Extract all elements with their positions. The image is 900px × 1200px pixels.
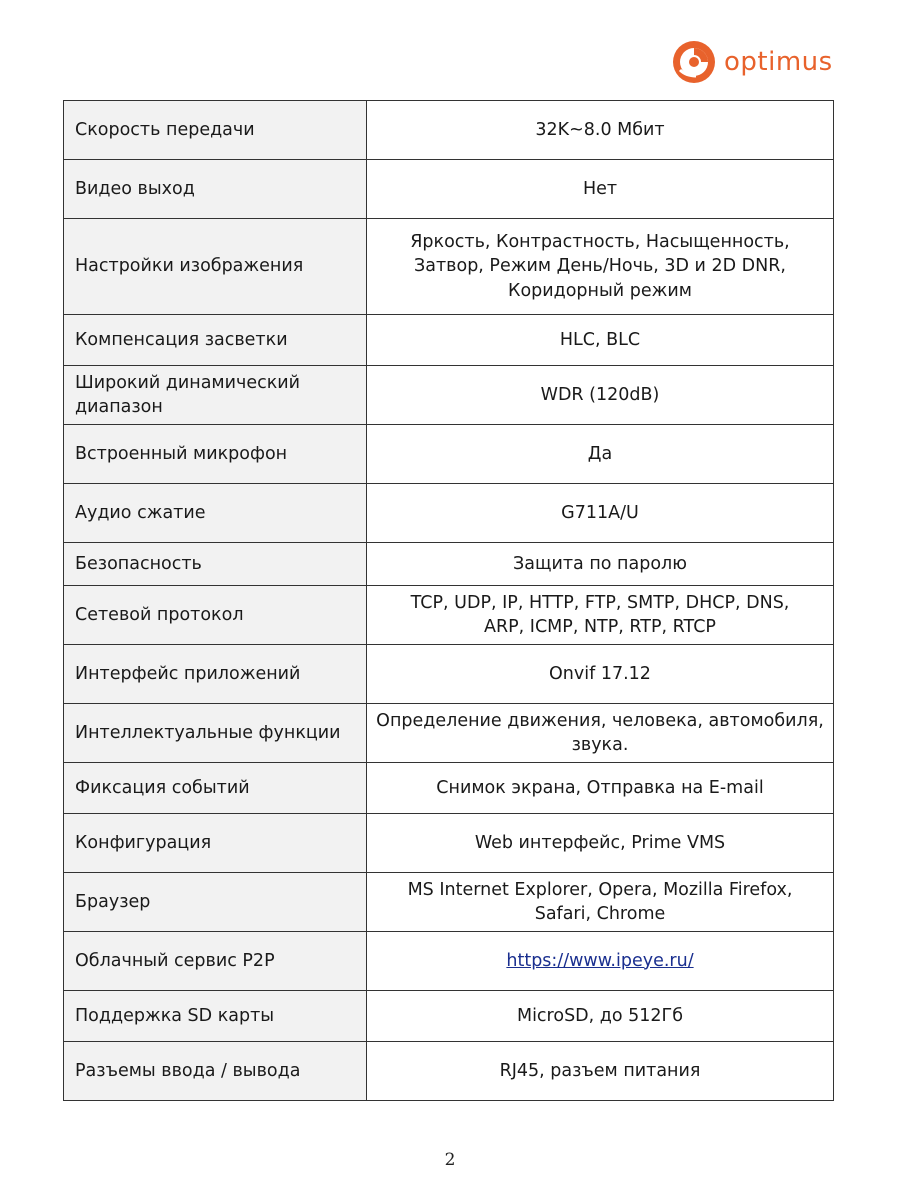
spec-label: Поддержка SD карты [64,991,367,1042]
page-number: 2 [444,1150,456,1170]
spec-label: Облачный сервис P2P [64,932,367,991]
value-line: Коридорный режим [508,280,692,301]
spec-value: Web интерфейс, Prime VMS [367,814,834,873]
spec-value [367,219,834,315]
spec-value: 32K~8.0 Мбит [367,101,834,160]
value-line: TCP, UDP, IP, HTTP, FTP, SMTP, DHCP, DNS, [410,592,790,613]
table-row [64,425,834,484]
table-row [64,763,834,814]
p2p-service-link[interactable]: https://www.ipeye.ru/ [506,950,694,971]
table-row [64,543,834,586]
spec-value [367,932,834,991]
spec-label: Фиксация событий [64,763,367,814]
value-line: Затвор, Режим День/Ночь, 3D и 2D DNR, [414,256,786,277]
spec-value [367,704,834,763]
spec-label: Интерфейс приложений [64,645,367,704]
brand-logo [672,40,833,84]
spec-label: Видео выход [64,160,367,219]
spec-label: Интеллектуальные функции [64,704,367,763]
table-row [64,101,834,160]
label-line: диапазон [75,397,163,417]
table-row [64,586,834,645]
table-row [64,219,834,315]
spec-label: Аудио сжатие [64,484,367,543]
spec-label: Скорость передачи [64,101,367,160]
spec-value: Да [367,425,834,484]
optimus-logo-icon [672,40,716,84]
spec-value: Onvif 17.12 [367,645,834,704]
table-row [64,932,834,991]
value-line: ARP, ICMP, NTP, RTP, RTCP [483,617,716,637]
table-row [64,645,834,704]
table-row [64,873,834,932]
spec-value [367,873,834,932]
spec-value [367,586,834,645]
spec-label: Сетевой протокол [64,586,367,645]
spec-label: Настройки изображения [64,219,367,315]
table-row [64,814,834,873]
brand-name: optimus [724,47,833,77]
value-line: звука. [571,735,629,755]
spec-value: RJ45, разъем питания [367,1042,834,1101]
table-row [64,1042,834,1101]
spec-value: WDR (120dB) [367,366,834,425]
value-line: MS Internet Explorer, Opera, Mozilla Firefox, [407,879,793,900]
spec-value: Защита по паролю [367,543,834,586]
spec-label [64,366,367,425]
table-row [64,484,834,543]
spec-label: Компенсация засветки [64,315,367,366]
spec-label: Разъемы ввода / вывода [64,1042,367,1101]
value-line: Яркость, Контрастность, Насыщенность, [410,231,790,252]
spec-value: MicroSD, до 512Гб [367,991,834,1042]
spec-value: HLC, BLC [367,315,834,366]
table-row [64,315,834,366]
spec-label: Конфигурация [64,814,367,873]
table-row [64,160,834,219]
spec-label: Безопасность [64,543,367,586]
spec-value: G711A/U [367,484,834,543]
table-row [64,991,834,1042]
table-row [64,366,834,425]
spec-value: Снимок экрана, Отправка на E-mail [367,763,834,814]
label-line: Широкий динамический [75,372,301,393]
spec-label: Браузер [64,873,367,932]
value-line: Safari, Chrome [534,904,666,924]
value-line: Определение движения, человека, автомобиля, [376,710,824,731]
spec-value: Нет [367,160,834,219]
table-row [64,704,834,763]
specifications-table [63,100,834,1101]
spec-label: Встроенный микрофон [64,425,367,484]
